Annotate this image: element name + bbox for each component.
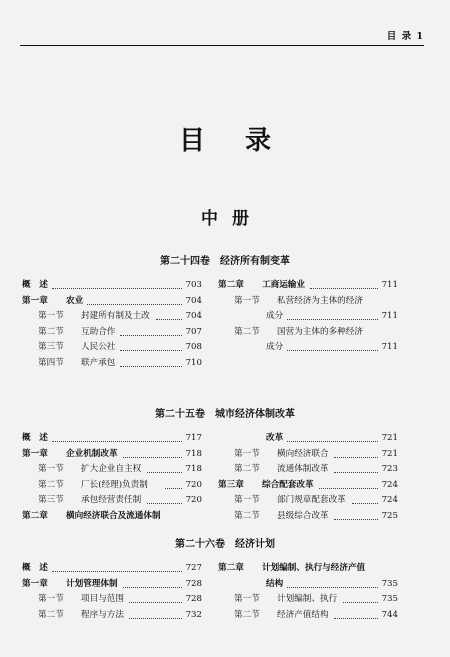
entry-title: 厂长(经理)负责制: [81, 479, 148, 490]
entry-title: 计划编制、执行与经济产值: [262, 563, 366, 573]
dot-leader: [165, 478, 182, 489]
entry-title: 封建所有制及土改: [81, 311, 150, 321]
toc-entry: [218, 447, 398, 463]
entry-title: 横向经济联合及流通体制: [66, 510, 161, 521]
toc-entry: [22, 447, 202, 463]
entry-title: 改革: [266, 433, 284, 443]
volume-name: 中册: [201, 209, 263, 229]
running-head: 目 录 1: [20, 28, 424, 46]
page-number: 718: [185, 464, 202, 474]
dot-leader: [120, 340, 182, 351]
dot-leader: [287, 340, 378, 351]
dot-leader: [52, 561, 182, 572]
right-column: [218, 431, 398, 524]
entry-title: 私营经济为主体的经济: [277, 295, 363, 306]
entry-label: 第二节: [38, 479, 64, 490]
page-number: 721: [381, 448, 398, 459]
toc-entry: [22, 340, 202, 356]
dot-leader: [129, 608, 182, 619]
toc-entry: [218, 561, 398, 577]
entry-label: 第二节: [234, 464, 260, 474]
toc-entry: [218, 309, 398, 325]
toc-entry: [22, 278, 202, 294]
toc-entry: [218, 325, 398, 341]
entry-title: 计划管理体制: [66, 578, 118, 589]
page-number: 710: [185, 357, 202, 368]
dot-leader: [310, 278, 378, 289]
entry-title: 农业: [66, 295, 84, 306]
entry-title: 县级综合改革: [277, 510, 329, 521]
toc-entry: [218, 294, 398, 310]
page-number: 744: [381, 609, 398, 620]
toc-entry: [218, 608, 398, 624]
entry-label: 第四节: [38, 357, 64, 368]
entry-title: 结构: [266, 578, 284, 589]
page-number: 717: [185, 433, 202, 443]
entry-label: 第三节: [38, 495, 64, 505]
entry-title: 计划编制、执行: [277, 594, 338, 604]
entry-label: 第二节: [38, 609, 64, 620]
page-number: 735: [381, 578, 398, 589]
entry-label: 第一章: [22, 448, 48, 459]
toc-entry: [218, 592, 398, 608]
page-number: 711: [381, 311, 398, 321]
entry-title: 部门规章配套改革: [277, 495, 346, 505]
left-column: [22, 278, 202, 371]
entry-label: 第三节: [38, 342, 64, 352]
toc-entry: [22, 478, 202, 494]
toc-entry: [22, 325, 202, 341]
entry-label: 概 述: [22, 280, 48, 290]
dot-leader: [343, 592, 378, 603]
page-number: 711: [381, 342, 398, 352]
entry-title: 成分: [266, 342, 284, 352]
entry-title: 综合配套改革: [262, 479, 314, 490]
entry-label: 概 述: [22, 433, 48, 443]
toc-entry: [218, 509, 398, 525]
entry-label: 第一节: [234, 295, 260, 306]
page-number: 720: [185, 495, 202, 505]
page-number: 708: [185, 342, 202, 352]
entry-title: 流通体制改革: [277, 464, 329, 474]
toc-entry: [22, 356, 202, 372]
page-number: 728: [185, 594, 202, 604]
entry-title: 横向经济联合: [277, 448, 329, 459]
toc-entry: [218, 462, 398, 478]
toc-entry: [22, 294, 202, 310]
toc-entry: [218, 278, 398, 294]
entry-title: 程序与方法: [81, 609, 124, 620]
dot-leader: [334, 447, 378, 458]
dot-leader: [123, 447, 182, 458]
toc-entry: [22, 608, 202, 624]
page-title: 目录: [178, 126, 311, 156]
entry-label: 第一章: [22, 578, 48, 589]
entry-title: 承包经营责任制: [81, 495, 142, 505]
right-column: [218, 561, 398, 623]
dot-leader: [287, 577, 378, 588]
page-number: 735: [381, 594, 398, 604]
dot-leader: [334, 462, 378, 473]
entry-label: 第二章: [218, 563, 244, 573]
dot-leader: [334, 608, 378, 619]
entry-label: 第一节: [38, 311, 64, 321]
page-number: 728: [185, 578, 202, 589]
entry-title: 联产承包: [81, 357, 116, 368]
entry-title: 工商运输业: [262, 280, 305, 290]
dot-leader: [147, 462, 182, 473]
toc-entry: [22, 309, 202, 325]
page-number: 707: [185, 326, 202, 337]
page-number: 723: [381, 464, 398, 474]
entry-title: 项目与范围: [81, 594, 124, 604]
entry-label: 第二节: [234, 609, 260, 620]
toc-entry: [22, 577, 202, 593]
volume-heading: 第二十五卷 城市经济体制改革: [155, 409, 295, 420]
toc-entry: [22, 431, 202, 447]
toc-entry: [218, 478, 398, 494]
dot-leader: [123, 577, 182, 588]
page-number: 721: [381, 433, 398, 443]
entry-label: 第二节: [38, 326, 64, 337]
entry-title: 企业机制改革: [66, 448, 118, 459]
dot-leader: [52, 431, 182, 442]
entry-label: 第一节: [234, 495, 260, 505]
page-number: 727: [185, 563, 202, 573]
entry-title: 成分: [266, 311, 284, 321]
entry-label: 第一节: [38, 464, 64, 474]
dot-leader: [129, 592, 182, 603]
page-number: 718: [185, 448, 202, 459]
page-number: 703: [185, 280, 202, 290]
dot-leader: [319, 478, 378, 489]
entry-label: 概 述: [22, 563, 48, 573]
dot-leader: [120, 325, 182, 336]
toc-entry: [218, 577, 398, 593]
entry-title: 经济产值结构: [277, 609, 329, 620]
toc-entry: [218, 493, 398, 509]
page-number: 732: [185, 609, 202, 620]
left-column: [22, 561, 202, 623]
entry-label: 第二节: [234, 326, 260, 337]
entry-title: 扩大企业自主权: [81, 464, 142, 474]
entry-label: 第二节: [234, 510, 260, 521]
entry-label: 第三章: [218, 479, 244, 490]
page-number: 720: [185, 479, 202, 490]
entry-title: 互助合作: [81, 326, 116, 337]
dot-leader: [147, 493, 182, 504]
toc-entry: [22, 509, 202, 525]
dot-leader: [156, 309, 182, 320]
dot-leader: [334, 509, 378, 520]
dot-leader: [287, 431, 378, 442]
entry-title: 人民公社: [81, 342, 116, 352]
dot-leader: [87, 294, 182, 305]
page-number: 704: [185, 295, 202, 306]
dot-leader: [352, 493, 378, 504]
entry-label: 第一节: [38, 594, 64, 604]
volume-heading: 第二十四卷 经济所有制变革: [160, 256, 290, 267]
entry-label: 第二章: [218, 280, 244, 290]
toc-entry: [22, 462, 202, 478]
page-number: 725: [381, 510, 398, 521]
entry-title: 国营为主体的多种经济: [277, 326, 363, 337]
toc-entry: [218, 431, 398, 447]
page-number: 711: [381, 280, 398, 290]
page-number: 724: [381, 495, 398, 505]
dot-leader: [52, 278, 182, 289]
page-number: 704: [185, 311, 202, 321]
entry-label: 第一节: [234, 448, 260, 459]
volume-heading: 第二十六卷 经济计划: [175, 539, 275, 550]
entry-label: 第一节: [234, 594, 260, 604]
toc-entry: [22, 592, 202, 608]
toc-entry: [218, 340, 398, 356]
right-column: [218, 278, 398, 356]
left-column: [22, 431, 202, 524]
dot-leader: [120, 356, 182, 367]
toc-entry: [22, 493, 202, 509]
entry-label: 第一章: [22, 295, 48, 306]
dot-leader: [287, 309, 378, 320]
toc-entry: [22, 561, 202, 577]
page-number: 724: [381, 479, 398, 490]
entry-label: 第二章: [22, 510, 48, 521]
